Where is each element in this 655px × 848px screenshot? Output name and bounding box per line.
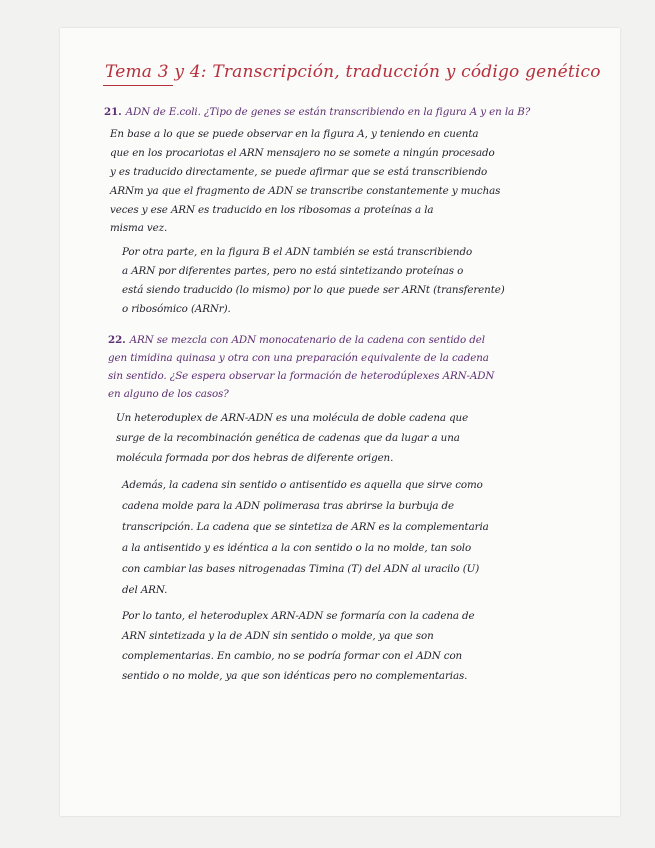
question-22-line: sin sentido. ¿Se espera observar la formación de heterodúplexes ARN-ADN: [108, 370, 495, 382]
answer-22-line: surge de la recombinación genética de cadenas que da lugar a una: [116, 432, 460, 444]
page-title: Tema 3 y 4: Transcripción, traducción y código genético: [105, 62, 601, 82]
answer-21-line: y es traducido directamente, se puede afirmar que se está transcribiendo: [110, 166, 488, 178]
answer-22-line: Por lo tanto, el heteroduplex ARN-ADN se formaría con la cadena de: [122, 610, 475, 622]
answer-22-line: ARN sintetizada y la de ADN sin sentido o molde, ya que son: [122, 630, 434, 642]
answer-21-line: En base a lo que se puede observar en la figura A, y teniendo en cuenta: [110, 128, 479, 140]
answer-22-line: transcripción. La cadena que se sintetiza de ARN es la complementaria: [122, 521, 489, 533]
question-22-number: 22.: [108, 334, 126, 346]
answer-22-line: del ARN.: [122, 584, 168, 596]
answer-21-line: que en los procariotas el ARN mensajero no se somete a ningún procesado: [110, 147, 495, 159]
answer-22-line: con cambiar las bases nitrogenadas Timina (T) del ADN al uracilo (U): [122, 563, 480, 575]
answer-21-line: o ribosómico (ARNr).: [122, 303, 231, 315]
answer-22-line: molécula formada por dos hebras de diferente origen.: [116, 452, 394, 464]
answer-22-line: cadena molde para la ADN polimerasa tras abrirse la burbuja de: [122, 500, 455, 512]
question-21-number: 21.: [104, 106, 122, 118]
answer-22-line: complementarias. En cambio, no se podría formar con el ADN con: [122, 650, 463, 662]
question-22-line: gen timidina quinasa y otra con una preparación equivalente de la cadena: [108, 352, 489, 364]
answer-21-line: a ARN por diferentes partes, pero no está sintetizando proteínas o: [122, 265, 464, 277]
answer-22-line: Un heteroduplex de ARN-ADN es una molécula de doble cadena que: [116, 412, 469, 424]
question-21-text: ADN de E.coli. ¿Tipo de genes se están transcribiendo en la figura A y en la B?: [125, 106, 531, 118]
question-22-text: ARN se mezcla con ADN monocatenario de la cadena con sentido del: [129, 334, 485, 346]
notebook-page: [60, 28, 620, 816]
answer-22-line: Además, la cadena sin sentido o antisentido es aquella que sirve como: [122, 479, 483, 491]
question-21-line: [104, 106, 530, 118]
title-underline: [103, 85, 173, 86]
question-22-line: [108, 334, 485, 346]
answer-21-line: veces y ese ARN es traducido en los ribosomas a proteínas a la: [110, 204, 434, 216]
answer-21-line: Por otra parte, en la figura B el ADN también se está transcribiendo: [122, 246, 473, 258]
answer-21-line: ARNm ya que el fragmento de ADN se transcribe constantemente y muchas: [110, 185, 501, 197]
question-22-line: en alguno de los casos?: [108, 388, 229, 400]
answer-21-line: misma vez.: [110, 222, 168, 234]
answer-22-line: sentido o no molde, ya que son idénticas pero no complementarias.: [122, 670, 468, 682]
answer-21-line: está siendo traducido (lo mismo) por lo que puede ser ARNt (transferente): [122, 284, 505, 296]
answer-22-line: a la antisentido y es idéntica a la con sentido o la no molde, tan solo: [122, 542, 472, 554]
